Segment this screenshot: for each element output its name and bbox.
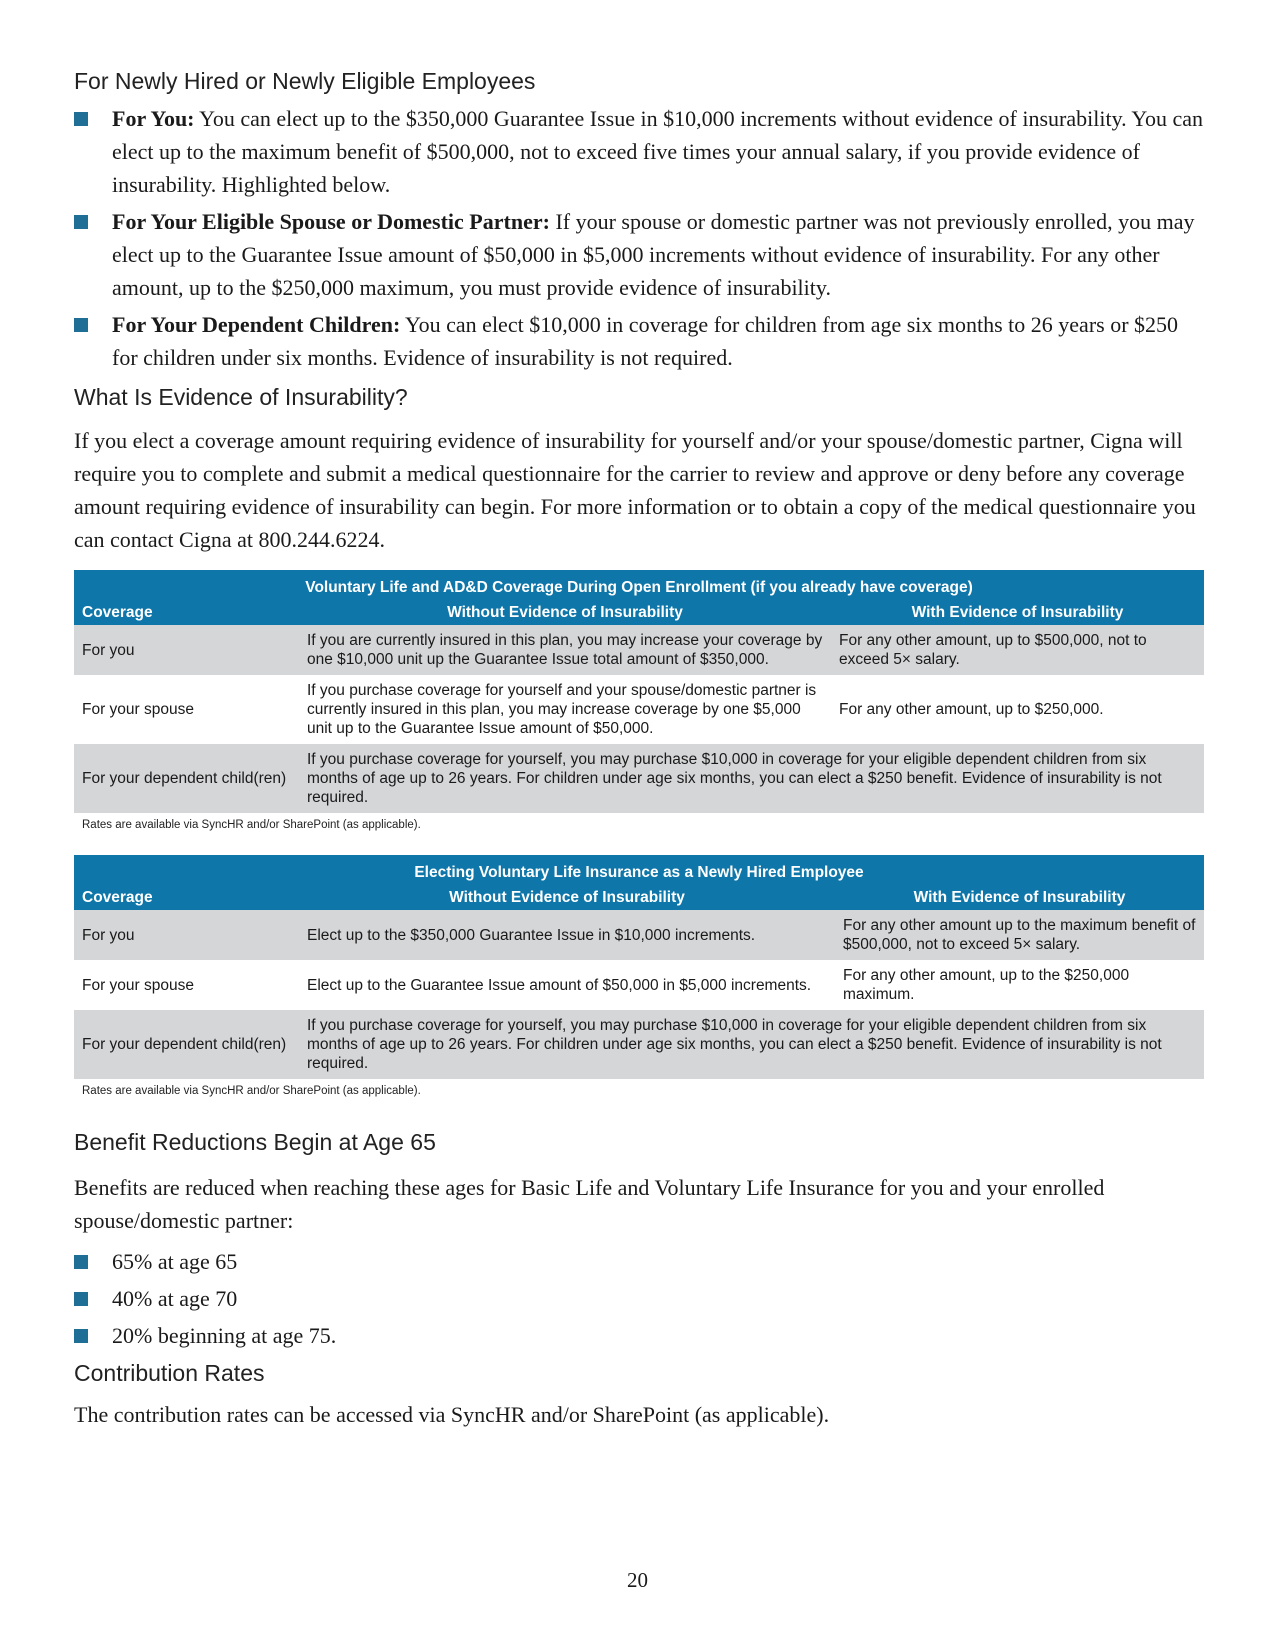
column-header-without-eoi: Without Evidence of Insurability: [299, 885, 835, 910]
table-row: For your spouse If you purchase coverage for yourself and your spouse/domestic partner is currently insured in this plan, you may increase coverage by one $5,000 unit up to the Guarantee Issue amount of $50,000. For any other amount, up to $250,000.: [74, 675, 1204, 744]
newly-hired-table: [74, 855, 1204, 1079]
reduction-list: [74, 1245, 1204, 1352]
list-item: 65% at age 65: [74, 1245, 1204, 1278]
table-row: For you Elect up to the $350,000 Guarantee Issue in $10,000 increments. For any other amount up to the maximum benefit of $500,000, not to exceed 5× salary.: [74, 910, 1204, 960]
open-enrollment-table-wrap: [74, 570, 1204, 831]
rates-note: Rates are available via SyncHR and/or SharePoint (as applicable).: [82, 819, 421, 831]
column-header-coverage: Coverage: [74, 600, 299, 625]
square-bullet-icon: [74, 1255, 88, 1269]
square-bullet-icon: [74, 112, 88, 126]
page-number: 20: [627, 1568, 648, 1592]
list-item: For Your Dependent Children: You can elect $10,000 in coverage for children from age six months to 26 years or $250 for children under six months. Evidence of insurability is not required.: [74, 308, 1204, 374]
square-bullet-icon: [74, 1292, 88, 1306]
square-bullet-icon: [74, 215, 88, 229]
table-row: For your dependent child(ren) If you purchase coverage for yourself, you may purchase $10,000 in coverage for your eligible dependent children from six months of age up to 26 years. For children under age six months, you can elect a $250 benefit. Evidence of insurability is not required.: [74, 1010, 1204, 1079]
column-header-with-eoi: With Evidence of Insurability: [831, 600, 1204, 625]
list-item: For You: You can elect up to the $350,000 Guarantee Issue in $10,000 increments without evidence of insurability. You can elect up to the maximum benefit of $500,000, not to exceed five times your annual salary, if you provide evidence of insurability. Highlighted below.: [74, 102, 1204, 201]
list-item: 40% at age 70: [74, 1282, 1204, 1315]
evidence-paragraph: If you elect a coverage amount requiring evidence of insurability for yourself and/or your spouse/domestic partner, Cigna will require you to complete and submit a medical questionnaire for the carrier to review and approve or deny before any coverage amount requiring evidence of insurability can begin. For more information or to obtain a copy of the medical questionnaire you can contact Cigna at 800.244.6224.: [74, 428, 1196, 552]
square-bullet-icon: [74, 1329, 88, 1343]
newly-hired-list: [74, 102, 1204, 374]
heading-newly-hired: For Newly Hired or Newly Eligible Employees: [74, 68, 536, 94]
list-item: 20% beginning at age 75.: [74, 1319, 1204, 1352]
column-header-with-eoi: With Evidence of Insurability: [835, 885, 1204, 910]
open-enrollment-table: [74, 570, 1204, 813]
benefit-reductions-paragraph: Benefits are reduced when reaching these ages for Basic Life and Voluntary Life Insurance for you and your enrolled spouse/domestic partner:: [74, 1175, 1105, 1233]
contribution-rates-paragraph: The contribution rates can be accessed via SyncHR and/or SharePoint (as applicable).: [74, 1402, 830, 1427]
heading-contribution-rates: Contribution Rates: [74, 1360, 265, 1386]
list-item: For Your Eligible Spouse or Domestic Partner: If your spouse or domestic partner was not previously enrolled, you may elect up to the Guarantee Issue amount of $50,000 in $5,000 increments without evidence of insurability. For any other amount, up to the $250,000 maximum, you must provide evidence of insurability.: [74, 205, 1204, 304]
rates-note: Rates are available via SyncHR and/or SharePoint (as applicable).: [82, 1085, 421, 1097]
document-page: [74, 66, 1204, 1431]
table-row: For you If you are currently insured in this plan, you may increase your coverage by one $10,000 unit up the Guarantee Issue total amount of $350,000. For any other amount, up to $500,000, not to exceed 5× salary.: [74, 625, 1204, 675]
square-bullet-icon: [74, 318, 88, 332]
newly-hired-table-wrap: [74, 855, 1204, 1097]
heading-benefit-reductions: Benefit Reductions Begin at Age 65: [74, 1129, 436, 1155]
table-row: For your dependent child(ren) If you purchase coverage for yourself, you may purchase $10,000 in coverage for your eligible dependent children from six months of age up to 26 years. For children under age six months, you can elect a $250 benefit. Evidence of insurability is not required.: [74, 744, 1204, 813]
table-title: Electing Voluntary Life Insurance as a Newly Hired Employee: [74, 855, 1204, 885]
table-row: For your spouse Elect up to the Guarantee Issue amount of $50,000 in $5,000 increments. For any other amount, up to the $250,000 maximum.: [74, 960, 1204, 1010]
heading-evidence: What Is Evidence of Insurability?: [74, 384, 408, 410]
table-title: Voluntary Life and AD&D Coverage During Open Enrollment (if you already have coverage): [74, 570, 1204, 600]
column-header-without-eoi: Without Evidence of Insurability: [299, 600, 831, 625]
column-header-coverage: Coverage: [74, 885, 299, 910]
